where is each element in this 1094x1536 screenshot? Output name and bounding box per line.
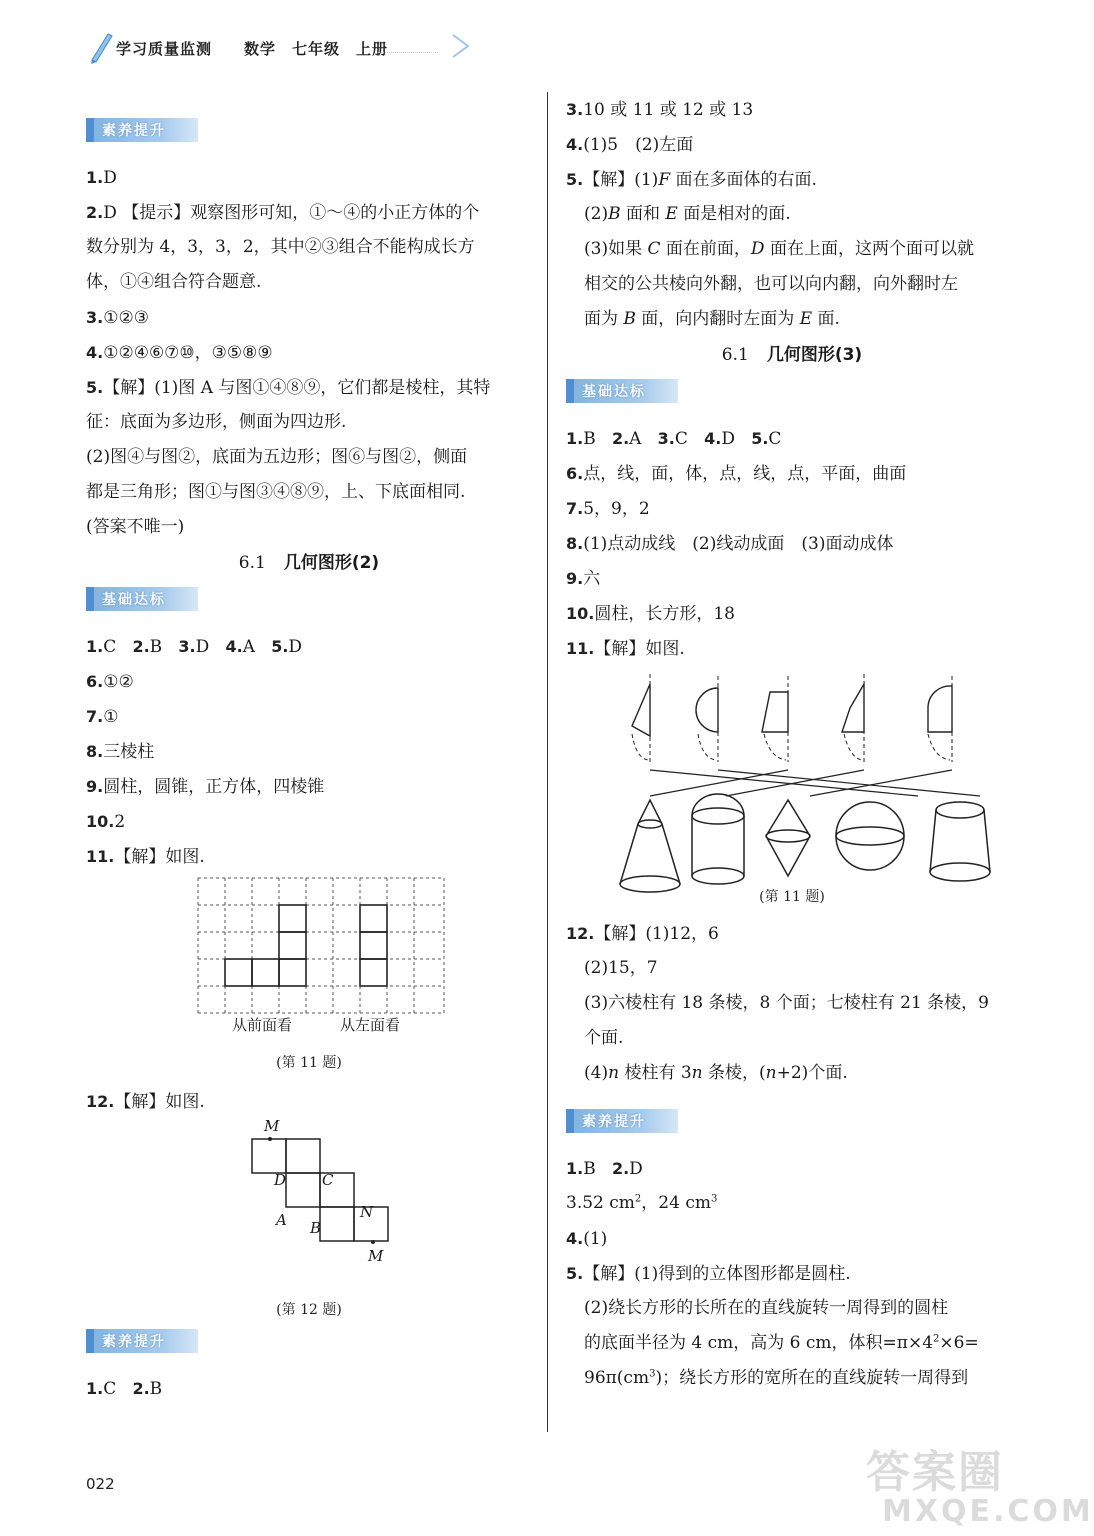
answer-7: 7.5，9，2 [566,499,650,519]
rotation-solids-diagram [566,666,1018,916]
section-title: 6.1 几何图形(3) [721,345,863,365]
label-front-view: 从前面看 [232,1016,293,1034]
answer-5-cont: 都是三角形；图①与图③④⑧⑨，上、下底面相同. [86,482,466,502]
answer-5-cont: $96\pi(cm^3)$；绕长方形的宽所在的直线旋转一周得到 [584,1368,969,1388]
answer-5-cont: 面为 B 面，向内翻时左面为 E 面. [584,309,840,329]
answer-5: 5.【解】(1)得到的立体图形都是圆柱. [566,1264,851,1284]
figure-cube-net [86,1119,532,1329]
answer-3: 3.52 $cm^2$，24 $cm^3$ [566,1193,718,1213]
label-N: N [360,1203,374,1221]
right-column [566,92,1018,1396]
answer-3: 3.①②③ [86,308,149,328]
answer-5-cont: (答案不唯一) [86,517,185,537]
section-badge: 素养提升 [566,1109,678,1133]
section-badge: 基础达标 [86,587,198,611]
column-divider [547,92,548,1432]
answer-5-cont: (2)绕长方形的长所在的直线旋转一周得到的圆柱 [584,1298,949,1318]
page-number: 022 [86,1475,115,1493]
answer-2-cont: 数分别为 4，3，3，2，其中②③组合不能构成长方 [86,237,475,257]
answer-10: 10.2 [86,812,126,832]
header-title: 学习质量监测 数学 七年级 上册 [116,40,389,58]
watermark-logo: 答案圈 MXQE.COM [866,1447,1094,1529]
answer-5: 5.【解】(1)图 A 与图①④⑧⑨，它们都是棱柱，其特 [86,378,491,398]
answer-4: 4.①②④⑥⑦⑩，③⑤⑧⑨ [86,343,273,363]
answer-12-cont: (2)15，7 [584,958,658,978]
answer-10: 10.圆柱，长方形，18 [566,604,735,624]
answer-11: 11.【解】如图. [566,639,685,659]
figure-caption: (第 11 题) [759,889,825,905]
chevron-right-icon [450,32,472,60]
answer-8: 8.三棱柱 [86,742,155,762]
label-B: B [310,1219,322,1237]
answer-5: 5.【解】(1)F 面在多面体的右面. [566,170,817,190]
label-D: D [274,1171,287,1189]
figure-caption: (第 12 题) [276,1302,342,1318]
answer-5-cont: 征：底面为多边形，侧面为四边形. [86,412,347,432]
answer-12: 12.【解】如图. [86,1092,205,1112]
answer-11: 11.【解】如图. [86,847,205,867]
answer-5-cont: (2)B 面和 E 面是相对的面. [584,204,791,224]
answer-5-cont: 的底面半径为 4 cm，高为 6 cm，体积$=\pi\times 4^2\times 6=$ [584,1333,979,1353]
figure-caption: (第 11 题) [276,1055,342,1071]
answer-5-cont: (2)图④与图②，底面为五边形；图⑥与图②，侧面 [86,447,468,467]
answer-row-1-2: 1.B 2.D [566,1159,643,1179]
pen-icon [88,30,114,64]
answer-6: 6.点，线，面，体，点，线，点，平面，曲面 [566,464,907,484]
answer-3: 3.10 或 11 或 12 或 13 [566,100,754,120]
cube-net-diagram [86,1119,532,1279]
figure-rotation-solids [566,666,1018,916]
answer-9: 9.圆柱，圆锥，正方体，四棱锥 [86,777,325,797]
answer-row-1-2: 1.C 2.B [86,1379,163,1399]
label-M: M [264,1117,280,1135]
answer-2-cont: 体，①④组合符合题意. [86,272,262,292]
header-dots [378,52,438,53]
label-M2: M [368,1247,384,1265]
answer-8: 8.(1)点动成线 (2)线动成面 (3)面动成体 [566,534,894,554]
answer-5-cont: 相交的公共棱向外翻，也可以向内翻，向外翻时左 [584,274,958,294]
answer-row-1-5: 1.C 2.B 3.D 4.A 5.D [86,637,303,657]
answer-12: 12.【解】(1)12，6 [566,924,719,944]
answer-2: 2.D 【提示】观察图形可知，①～④的小正方体的个 [86,203,480,223]
answer-12-cont: (4)n 棱柱有 3n 条棱，(n+2)个面. [584,1063,848,1083]
label-A: A [276,1211,287,1229]
label-left-view: 从左面看 [340,1016,401,1034]
answer-9: 9.六 [566,569,601,589]
figure-grid-views [86,874,532,1084]
answer-12-cont: (3)六棱柱有 18 条棱，8 个面；七棱柱有 21 条棱，9 [584,993,989,1013]
answer-5-cont: (3)如果 C 面在前面，D 面在上面，这两个面可以就 [584,239,974,259]
answer-4: 4.(1) [566,1229,608,1249]
answer-1: 1.D [86,168,117,188]
answer-7: 7.① [86,707,119,727]
grid-views-diagram [86,874,532,1034]
answer-4: 4.(1)5 (2)左面 [566,135,694,155]
left-column [86,100,532,1406]
section-title: 6.1 几何图形(2) [238,553,380,573]
answer-row-1-5: 1.B 2.A 3.C 4.D 5.C [566,429,782,449]
section-badge: 基础达标 [566,379,678,403]
section-badge: 素养提升 [86,1329,198,1353]
answer-6: 6.①② [86,672,134,692]
label-C: C [322,1171,334,1189]
page-header [88,30,488,66]
section-badge: 素养提升 [86,118,198,142]
answer-12-cont: 个面. [584,1028,624,1048]
